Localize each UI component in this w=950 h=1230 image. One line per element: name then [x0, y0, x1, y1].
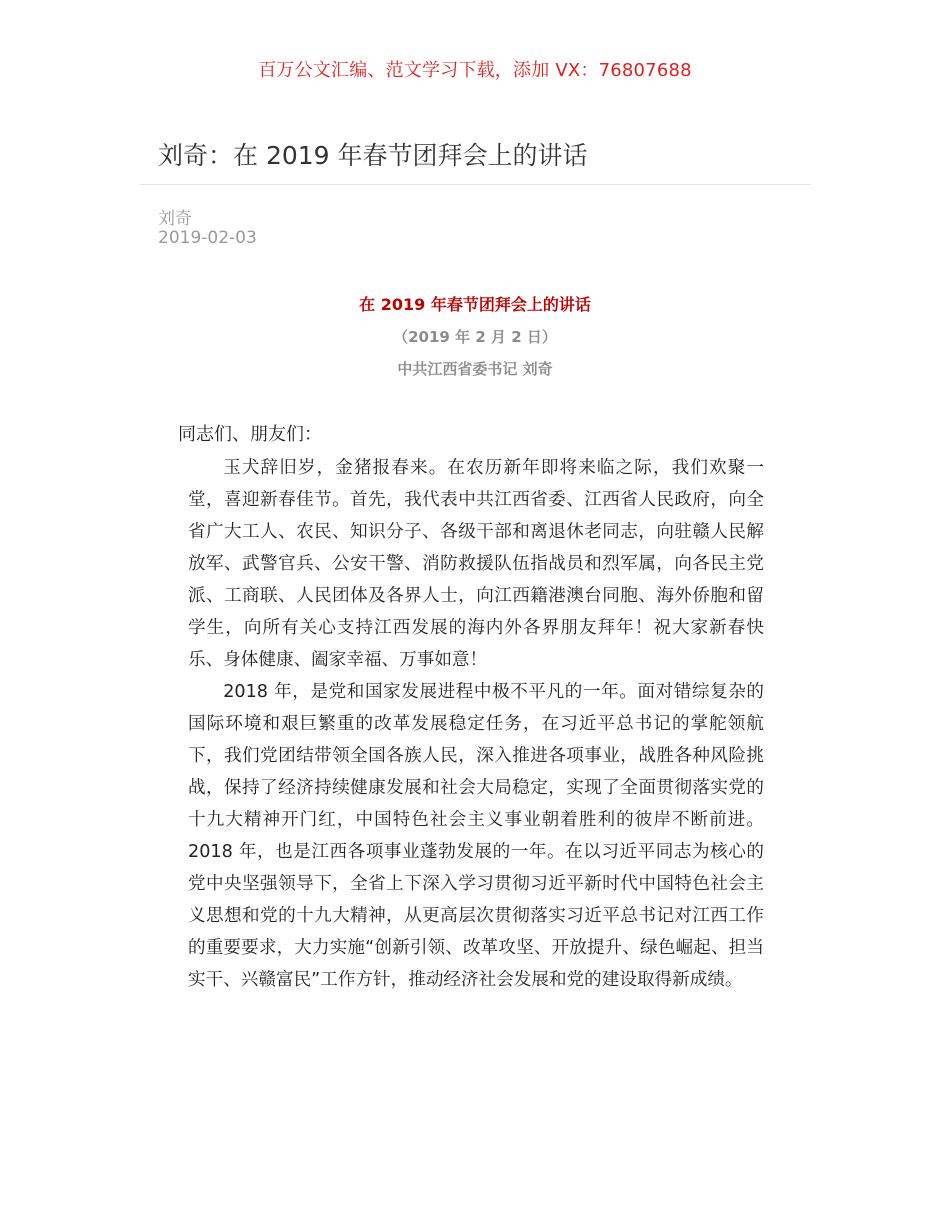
article-body	[188, 452, 764, 996]
salutation: 同志们、朋友们：	[178, 424, 322, 445]
document-heading: 在 2019 年春节团拜会上的讲话	[359, 295, 591, 314]
page-title: 刘奇：在 2019 年春节团拜会上的讲话	[158, 141, 588, 170]
promo-banner: 百万公文汇编、范文学习下载，添加 VX：76807688	[258, 60, 692, 81]
document-author-line: 中共江西省委书记 刘奇	[397, 360, 553, 378]
body-paragraph: 玉犬辞旧岁，金猪报春来。在农历新年即将来临之际，我们欢聚一堂，喜迎新春佳节。首先，我代表中共江西省委、江西省人民政府，向全省广大工人、农民、知识分子、各级干部和离退休老同志，向驻赣人民解放军、武警官兵、公安干警、消防救援队伍指战员和烈军属，向各民主党派、工商联、人民团体及各界人士，向江西籍港澳台同胞、海外侨胞和留学生，向所有关心支持江西发展的海内外各界朋友拜年！祝大家新春快乐、身体健康、阖家幸福、万事如意！	[188, 458, 764, 670]
title-divider	[140, 184, 811, 185]
article-author: 刘奇	[158, 209, 192, 229]
document-date-line: （2019 年 2 月 2 日）	[393, 328, 557, 346]
article-date: 2019-02-03	[158, 228, 257, 248]
body-paragraph: 2018 年，是党和国家发展进程中极不平凡的一年。面对错综复杂的国际环境和艰巨繁重的改革发展稳定任务，在习近平总书记的掌舵领航下，我们党团结带领全国各族人民，深入推进各项事业，战胜各种风险挑战，保持了经济持续健康发展和社会大局稳定，实现了全面贯彻落实党的十九大精神开门红，中国特色社会主义事业朝着胜利的彼岸不断前进。2018 年，也是江西各项事业蓬勃发展的一年。在以习近平同志为核心的党中央坚强领导下，全省上下深入学习贯彻习近平新时代中国特色社会主义思想和党的十九大精神，从更高层次贯彻落实习近平总书记对江西工作的重要要求，大力实施“创新引领、改革攻坚、开放提升、绿色崛起、担当实干、兴赣富民”工作方针，推动经济社会发展和党的建设取得新成绩。	[188, 682, 764, 990]
